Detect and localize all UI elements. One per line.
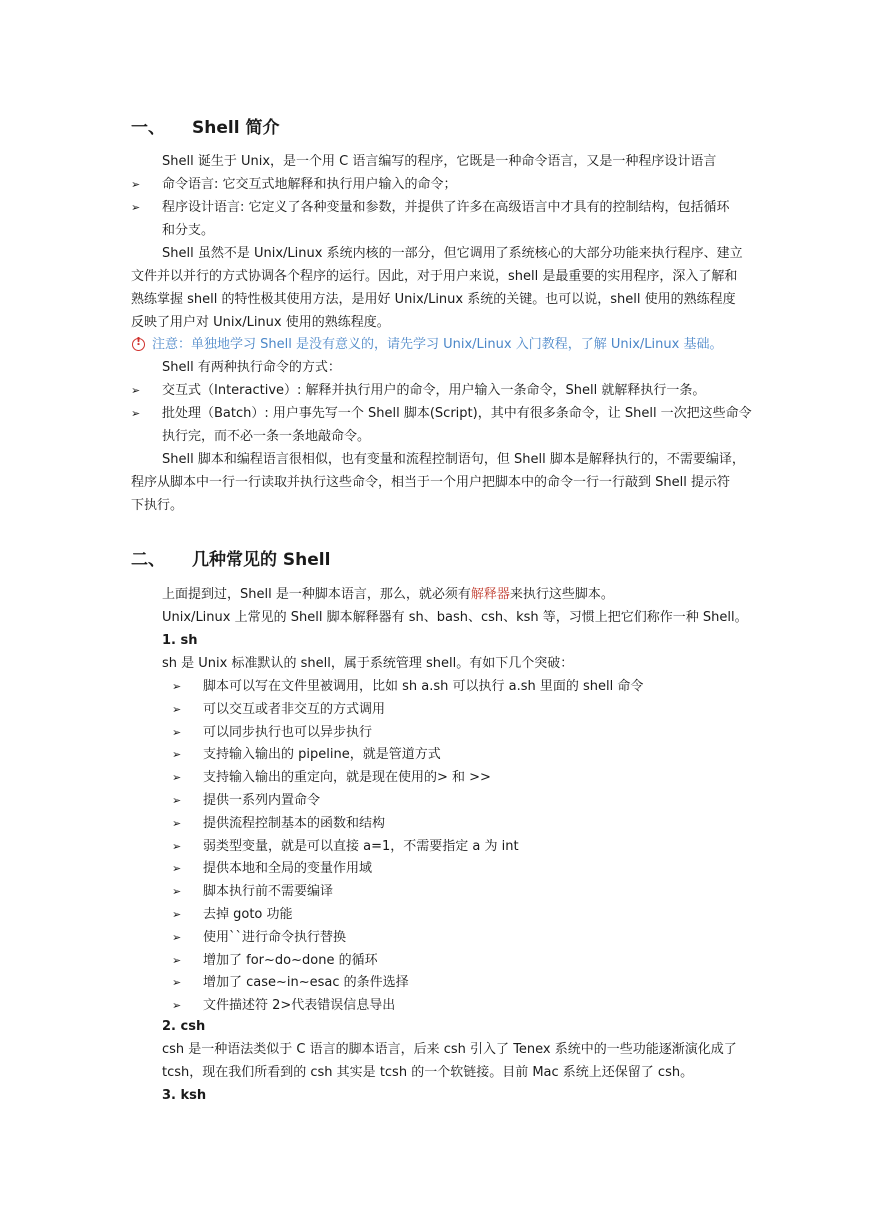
paragraph-line: Shell 诞生于 Unix，是一个用 C 语言编写的程序，它既是一种命令语言，又是一种程序设计语言 <box>162 154 717 169</box>
list-item: 去掉 goto 功能 <box>203 907 293 922</box>
list-item: 支持输入输出的重定向，就是现在使用的> 和 >> <box>203 770 491 786</box>
bullet-glyph: ➢ <box>172 908 182 921</box>
bullet-glyph: ➢ <box>131 384 141 397</box>
bullet-glyph: ➢ <box>172 885 182 899</box>
highlighted-term: 解释器 <box>470 587 510 602</box>
list-item: 提供本地和全局的变量作用域 <box>203 861 373 877</box>
text-run: 来执行这些脚本。 <box>509 587 614 602</box>
section-number: 二、 <box>131 550 165 570</box>
paragraph-line: 程序从脚本中一行一行读取并执行这些命令，相当于一个用户把脚本中的命令一行一行敲到 Shell 提示符 <box>131 475 730 490</box>
list-item: 弱类型变量，就是可以直接 a=1，不需要指定 a 为 int <box>203 838 519 854</box>
bullet-glyph: ➢ <box>172 930 182 944</box>
bullet-text-continued: 和分支。 <box>162 223 215 238</box>
section-title: 几种常见的 Shell <box>192 550 331 570</box>
paragraph-line: Shell 有两种执行命令的方式： <box>162 360 341 375</box>
bullet-text: 命令语言: 它交互式地解释和执行用户输入的命令； <box>162 177 457 192</box>
list-item: 使用``进行命令执行替换 <box>203 929 347 945</box>
paragraph-line: Unix/Linux 上常见的 Shell 脚本解释器有 sh、bash、csh、ksh 等，习惯上把它们称作一种 Shell。 <box>162 610 748 625</box>
list-item: 提供一系列内置命令 <box>203 793 321 808</box>
paragraph-line: 下执行。 <box>131 498 184 513</box>
list-item: 可以同步执行也可以异步执行 <box>203 724 373 740</box>
bullet-glyph: ➢ <box>131 178 141 191</box>
bullet-glyph: ➢ <box>172 748 182 762</box>
bullet-glyph: ➢ <box>172 839 182 853</box>
paragraph-line: csh 是一种语法类似于 C 语言的脚本语言，后来 csh 引入了 Tenex 系统中的一些功能逐渐演化成了 <box>162 1042 737 1057</box>
paragraph-line: tcsh，现在我们所看到的 csh 其实是 tcsh 的一个软链接。目前 Mac 系统上还保留了 csh。 <box>162 1065 694 1080</box>
paragraph-line: 反映了用户对 Unix/Linux 使用的熟练程度。 <box>131 315 390 330</box>
bullet-glyph: ➢ <box>172 725 182 739</box>
text-run: 上面提到过，Shell 是一种脚本语言，那么，就必须有 <box>162 587 471 602</box>
list-item: 提供流程控制基本的函数和结构 <box>203 815 386 831</box>
subheading: 1. sh <box>162 633 198 648</box>
paragraph-line: Shell 脚本和编程语言很相似，也有变量和流程控制语句，但 Shell 脚本是解释执行的，不需要编译， <box>162 452 745 467</box>
paragraph-line <box>162 584 614 606</box>
bullet-glyph: ➢ <box>131 201 141 214</box>
list-item: 脚本执行前不需要编译 <box>203 884 334 900</box>
bullet-text-continued: 执行完，而不必一条一条地敲命令。 <box>162 429 371 444</box>
bullet-glyph: ➢ <box>172 816 182 830</box>
section-title: Shell 简介 <box>192 118 280 138</box>
warning-circle-icon <box>132 338 145 351</box>
bullet-glyph: ➢ <box>172 702 182 716</box>
bullet-glyph: ➢ <box>172 680 182 693</box>
bullet-glyph: ➢ <box>172 999 182 1013</box>
bullet-glyph: ➢ <box>172 976 182 990</box>
section-heading <box>131 115 279 141</box>
section-heading <box>131 547 330 573</box>
paragraph-line: 文件并以并行的方式协调各个程序的运行。因此，对于用户来说，shell 是最重要的实用程序，深入了解和 <box>131 269 738 284</box>
list-item: 支持输入输出的 pipeline，就是管道方式 <box>203 747 441 763</box>
bullet-glyph: ➢ <box>172 794 182 807</box>
bullet-glyph: ➢ <box>172 771 182 785</box>
paragraph-line: sh 是 Unix 标准默认的 shell，属于系统管理 shell。有如下几个突破： <box>162 656 574 671</box>
list-item: 增加了 for~do~done 的循环 <box>203 952 378 968</box>
list-item: 脚本可以写在文件里被调用，比如 sh a.sh 可以执行 a.sh 里面的 shell 命令 <box>203 679 644 694</box>
bullet-glyph: ➢ <box>172 862 182 876</box>
bullet-text: 交互式（Interactive）: 解释并执行用户的命令，用户输入一条命令，Shell 就解释执行一条。 <box>162 383 706 398</box>
subheading: 3. ksh <box>162 1088 207 1103</box>
note-text: 注意：单独地学习 Shell 是没有意义的，请先学习 Unix/Linux 入门教程，了解 Unix/Linux 基础。 <box>152 337 723 352</box>
subheading: 2. csh <box>162 1019 206 1034</box>
list-item: 增加了 case~in~esac 的条件选择 <box>203 975 409 991</box>
paragraph-line: 熟练掌握 shell 的特性极其使用方法，是用好 Unix/Linux 系统的关键。也可以说，shell 使用的熟练程度 <box>131 292 736 307</box>
bullet-glyph: ➢ <box>131 407 141 420</box>
list-item: 文件描述符 2>代表错误信息导出 <box>203 998 396 1014</box>
bullet-text: 批处理（Batch）: 用户事先写一个 Shell 脚本(Script)，其中有很多条命令，让 Shell 一次把这些命令 <box>162 406 752 421</box>
paragraph-line: Shell 虽然不是 Unix/Linux 系统内核的一部分，但它调用了系统核心的大部分功能来执行程序、建立 <box>162 246 743 261</box>
list-item: 可以交互或者非交互的方式调用 <box>203 701 386 717</box>
bullet-text: 程序设计语言: 它定义了各种变量和参数，并提供了许多在高级语言中才具有的控制结构，包括循环 <box>162 200 730 215</box>
section-number: 一、 <box>131 118 165 138</box>
bullet-glyph: ➢ <box>172 953 182 967</box>
